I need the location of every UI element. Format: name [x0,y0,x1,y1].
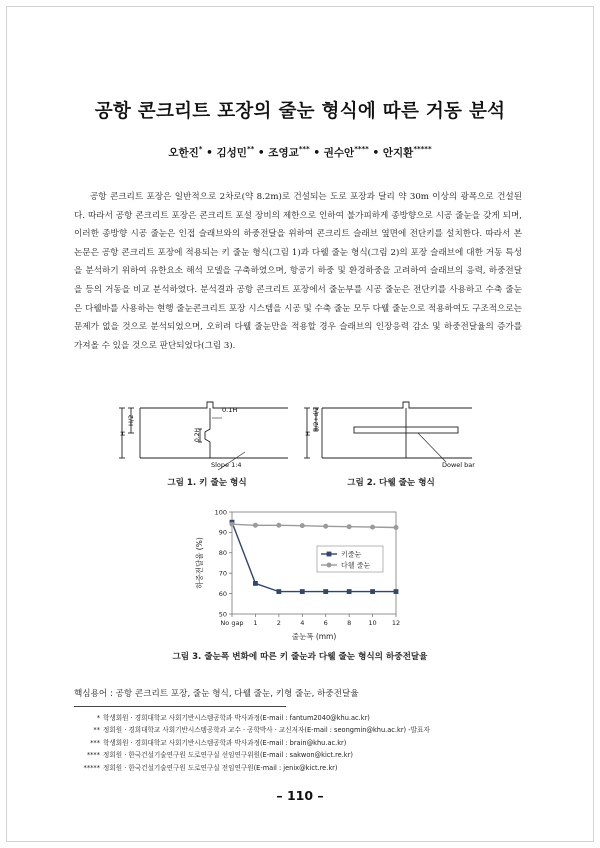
author-affiliation-mark: *** [298,145,310,153]
y-tick-label: 50 [218,610,227,619]
footnote-item [74,712,534,724]
label-h-half-d: H/2+d/2 [313,406,320,432]
footnotes [74,712,534,774]
figure2-dowel-joint-diagram [302,378,480,470]
author-affiliation-mark: ***** [413,145,432,153]
data-point [230,522,235,527]
label-dowel-bar: Dowel bar [442,461,475,469]
figure2-caption: 그림 2. 다웰 줄눈 형식 [347,478,435,488]
footnote-mark: * [96,714,100,722]
author-separator: • [309,147,324,159]
x-tick-label: 1 [253,619,258,627]
figure3-load-transfer-chart [190,500,410,646]
legend-label: 키줄눈 [341,550,362,559]
footnote-divider [74,706,286,707]
y-tick-label: 60 [218,589,227,598]
footnote-text: 정회원 · 한국건설기술연구원 도로연구실 선임연구위원(E-mail : sakwon@kict.re.kr) [103,751,353,760]
x-tick-label: No gap [220,619,244,627]
legend-label: 다웰 줄눈 [341,561,371,570]
x-tick-label: 6 [323,619,328,627]
author-name: 김성민 [216,147,247,159]
label-slope: Slope 1:4 [211,461,242,469]
data-point [323,589,328,594]
key-joint-profile [205,408,210,458]
data-point [276,589,281,594]
data-point [347,524,352,529]
author-list [0,145,600,160]
x-axis-label: 줄눈폭 (mm) [291,632,337,641]
x-tick-label: 12 [391,619,401,627]
author-name: 권수안 [323,147,355,159]
footnote-text: 학생회원 · 경희대학교 사회기반시스템공학과 박사과정(E-mail : fantum2040@khu.ac.kr) [103,714,370,722]
figure1-key-joint-diagram [118,378,296,470]
data-point [370,525,375,530]
author-name: 안지환 [382,147,414,159]
figure1-caption: 그림 1. 키 줄눈 형식 [167,478,247,488]
abstract-paragraph: 공항 콘크리트 포장은 일반적으로 2차로(약 8.2m)로 건설되는 도로 포장과 달리 약 30m 이상의 광폭으로 건설된다. 따라서 공항 콘크리트 포장은 콘크리트 포설 장비의 제한으로 인하여 불가피하게 종방향으로 시공 줄눈을 갖게 되며, 이러한 종방향 시공 줄눈은 인접 슬래브와의 하중전달을 위하여 콘크리트 슬래브 옆면에 전단키를 설치한다. 따라서 본 논문은 공항 콘크리트 포장에 적용되는 키 줄눈 형식(그림 1)과 다웰 줄눈 형식(그림 2)의 포장 슬래브에 대한 거동 특성을 분석하기 위하여 유한요소 해석 모델을 구축하였으며, 항공기 하중 및 환경하중을 고려하여 슬래브의 응력, 하중전달을 등의 거동을 비교 분석하였다. 분석결과 공항 콘크리트 포장에서 줄눈부를 시공 줄눈은 전단키를 사용하고 수축 줄눈은 다웰바를 사용하는 현행 줄눈콘크리트 포장 시스템을 시공 및 수축 줄눈 모두 다웰 줄눈으로 적용하여도 구조적으로는 문제가 없을 것으로 분석되었으며, 오히려 다웰 줄눈만을 적용할 경우 슬래브의 인장응력 감소 및 하중전달율의 증가를 가져올 수 있을 것으로 판단되었다(그림 3). [74,192,522,351]
data-point [323,524,328,529]
y-tick-label: 70 [218,569,227,578]
footnote-item [74,724,534,736]
y-tick-label: 90 [218,528,227,537]
label-01h: 0.1H [222,406,238,414]
label-02h: 0.2H [194,427,201,442]
y-tick-label: 80 [218,549,227,558]
data-point [347,589,352,594]
data-point [253,523,258,528]
footnote-text: 정회원 · 경희대학교 사회기반시스템공학과 교수 · 공학박사 · 교신저자(E-mail : seongmin@khu.ac.kr) -발표자 [103,726,430,735]
author-separator: • [202,147,217,159]
legend-marker [327,552,332,557]
keywords-line: 핵심용어 : 공항 콘크리트 포장, 줄눈 형식, 다웰 줄눈, 키형 줄눈, 하중전달율 [74,689,359,699]
data-point [300,589,305,594]
footnote-item [74,762,534,774]
label-h: H [304,431,312,436]
data-point [370,589,375,594]
data-point [253,581,258,586]
x-tick-label: 8 [347,619,352,627]
footnote-item [74,737,534,749]
author-name: 오한진 [168,147,199,159]
label-h: H [119,431,127,436]
data-point [300,523,305,528]
footnote-mark: ** [93,726,100,735]
footnote-text: 정회원 · 한국건설기술연구원 도로연구실 전임연구원(E-mail : jenix@kict.re.kr) [103,763,338,772]
legend-marker [327,563,332,568]
paper-title: 공항 콘크리트 포장의 줄눈 형식에 따른 거동 분석 [94,101,506,122]
footnote-text: 학생회원 · 경희대학교 사회기반시스템공학과 박사과정(E-mail : brain@khu.ac.kr) [103,738,347,747]
author-affiliation-mark: ** [246,145,255,153]
data-point [394,589,399,594]
author-name: 조영교 [268,147,299,159]
author-affiliation-mark: * [198,145,203,153]
x-tick-label: 2 [276,619,281,627]
slab-top-edge [322,402,472,408]
footnote-mark: **** [86,751,100,760]
x-tick-label: 4 [300,619,305,627]
author-separator: • [254,147,269,159]
figure3-caption: 그림 3. 줄눈폭 변화에 따른 키 줄눈과 다웰 줄눈 형식의 하중전달율 [172,652,428,662]
footnote-mark: ***** [83,763,100,772]
label-h-half: H/2 [127,414,135,426]
footnote-mark: *** [90,738,100,747]
data-point [394,525,399,530]
page-number: – 110 – [276,788,324,803]
data-point [276,523,281,528]
slab-top-edge [140,402,288,408]
x-tick-label: 10 [368,619,377,627]
footnote-item [74,749,534,761]
author-separator: • [368,147,383,159]
y-tick-label: 100 [214,508,227,517]
y-axis-label: 하중전달율 (%) [195,537,204,589]
author-affiliation-mark: **** [354,145,369,153]
